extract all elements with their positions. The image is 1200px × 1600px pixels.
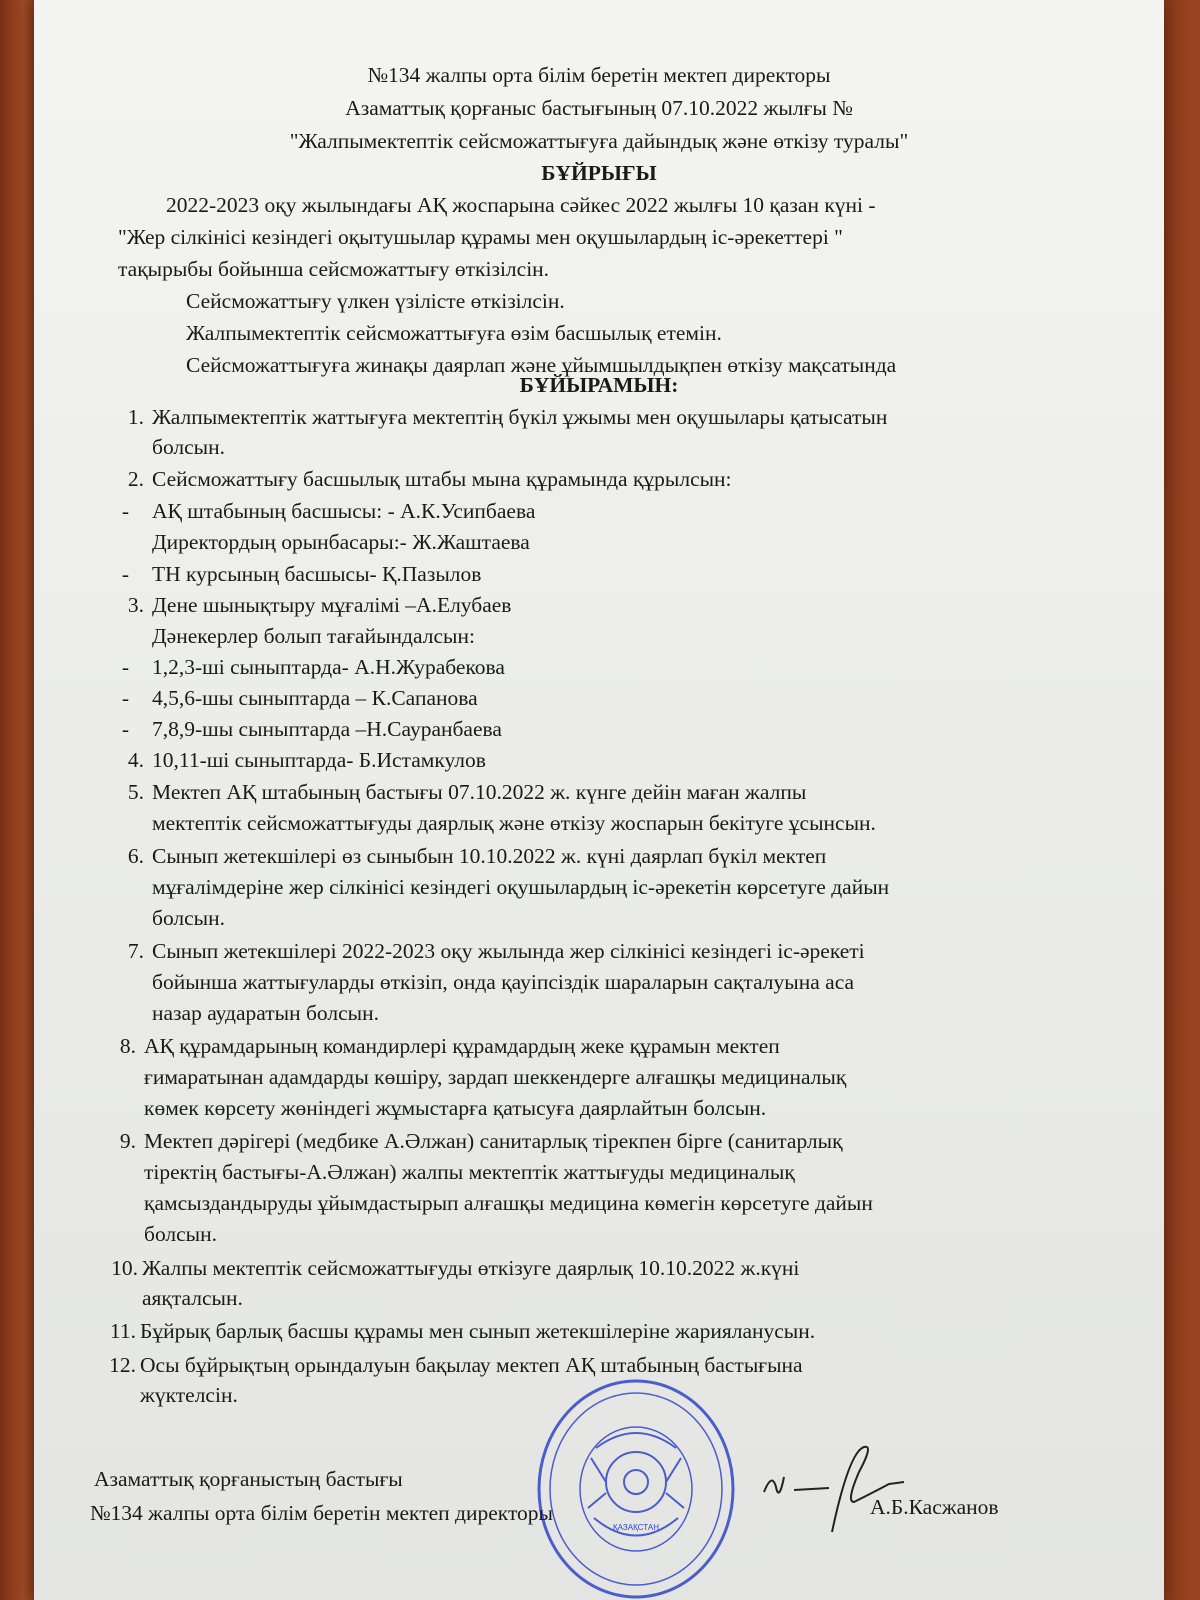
list-item: Сынып жетекшілері 2022-2023 оқу жылында жер сілкінісі кезіндегі іс-әрекеті xyxy=(152,939,865,963)
list-dash: - xyxy=(121,499,129,523)
preamble-line-4: Сейсможаттығу үлкен үзілісте өткізілсін. xyxy=(186,289,565,313)
item-number: 8. xyxy=(119,1034,136,1058)
list-item: Дәнекерлер болып тағайындалсын: xyxy=(152,624,475,648)
item-number: 10. xyxy=(111,1256,138,1280)
list-dash: - xyxy=(121,655,129,679)
list-dash: - xyxy=(121,717,129,741)
list-item: 7,8,9-шы сыныптарда –Н.Сауранбаева xyxy=(152,717,502,741)
list-item: Сынып жетекшілері өз сыныбын 10.10.2022 ж. күні даярлап бүкіл мектеп xyxy=(152,844,827,868)
preamble-line-1: 2022-2023 оқу жылындағы АҚ жоспарына сәйкес 2022 жылғы 10 қазан күні - xyxy=(166,193,876,217)
list-item: тіректің бастығы-А.Әлжан) жалпы мектептік жаттығуды медициналық xyxy=(144,1160,795,1184)
list-dash: - xyxy=(121,686,129,710)
list-item: аяқталсын. xyxy=(142,1286,243,1310)
item-number: 1. xyxy=(127,405,144,429)
item-number: 9. xyxy=(119,1129,136,1153)
list-item: болсын. xyxy=(152,435,226,459)
list-item: қамсыздандыруды ұйымдастырып алғашқы медицина көмегін көрсетуге дайын xyxy=(144,1191,873,1215)
preamble-line-2: "Жер сілкінісі кезіндегі оқытушылар құрамы мен оқушылардың іс-әрекеттері " xyxy=(118,225,843,249)
stamp-center-text: ҚАЗАҚСТАН xyxy=(613,1523,659,1532)
list-item: Жалпы мектептік сейсможаттығуды өткізуге даярлық 10.10.2022 ж.күні xyxy=(142,1256,800,1280)
item-number: 5. xyxy=(127,780,144,804)
list-item: жүктелсін. xyxy=(140,1383,238,1407)
preamble-line-3: тақырыбы бойынша сейсможаттығу өткізілсін. xyxy=(118,257,550,281)
list-item: назар аударатын болсын. xyxy=(152,1001,379,1025)
preamble-line-5: Жалпымектептік сейсможаттығуға өзім басшылық етемін. xyxy=(186,321,722,345)
list-item: 10,11-ші сыныптарда- Б.Истамкулов xyxy=(152,748,486,772)
list-item: Осы бұйрықтың орындалуын бақылау мектеп АҚ штабының бастығына xyxy=(140,1353,803,1377)
list-item: ғимаратынан адамдарды көшіру, зардап шеккендерге алғашқы медициналық xyxy=(144,1065,847,1089)
document-page xyxy=(34,0,1164,1600)
signature-title-1: Азаматтық қорғаныстың бастығы xyxy=(94,1467,403,1491)
list-item: мұғалімдеріне жер сілкінісі кезіндегі оқушылардың іс-әрекетін көрсетуге дайын xyxy=(152,875,890,899)
list-item: Жалпымектептік жаттығуға мектептің бүкіл ұжымы мен оқушылары қатысатын xyxy=(152,405,888,429)
header-line-3: "Жалпымектептік сейсможаттығуға дайындық және өткізу туралы" xyxy=(289,129,909,153)
preamble-line-6: Сейсможаттығуға жинақы даярлап және ұйымшылдықпен өткізу мақсатында xyxy=(186,353,897,377)
signature-scribble-icon xyxy=(754,1432,914,1542)
item-number: 7. xyxy=(127,939,144,963)
item-number: 11. xyxy=(109,1319,136,1343)
list-item: Дене шынықтыру мұғалімі –А.Елубаев xyxy=(152,593,512,617)
list-item: Сейсможаттығу басшылық штабы мына құрамында құрылсын: xyxy=(152,467,732,491)
list-item: ТН курсының басшысы- Қ.Пазылов xyxy=(152,562,482,586)
list-item: 4,5,6-шы сыныптарда – К.Сапанова xyxy=(152,686,478,710)
item-number: 12. xyxy=(109,1353,136,1377)
list-item: АҚ штабының басшысы: - А.К.Усипбаева xyxy=(152,499,536,523)
list-item: 1,2,3-ші сыныптарда- А.Н.Журабекова xyxy=(152,655,505,679)
list-item: бойынша жаттығуларды өткізіп, онда қауіпсіздік шараларын сақталуына аса xyxy=(152,970,855,994)
header-line-1: №134 жалпы орта білім беретін мектеп директоры xyxy=(367,63,831,87)
item-number: 2. xyxy=(127,467,144,491)
list-dash: - xyxy=(121,562,129,586)
list-item: Мектеп АҚ штабының бастығы 07.10.2022 ж. күнге дейін маған жалпы xyxy=(152,780,807,804)
list-item: Директордың орынбасары:- Ж.Жаштаева xyxy=(152,530,530,554)
command-title: БҰЙЫРАМЫН: xyxy=(519,373,679,397)
official-stamp-icon xyxy=(536,1378,736,1600)
list-item: көмек көрсету жөніндегі жұмыстарға қатысуға даярлайтын болсын. xyxy=(144,1096,767,1120)
order-title: БҰЙРЫҒЫ xyxy=(541,161,657,185)
item-number: 6. xyxy=(127,844,144,868)
header-line-2: Азаматтық қорғаныс бастығының 07.10.2022 жылғы № xyxy=(345,96,853,120)
item-number: 3. xyxy=(127,593,144,617)
list-item: АҚ құрамдарының командирлері құрамдардың жеке құрамын мектеп xyxy=(144,1034,780,1058)
signatory-name: А.Б.Касжанов xyxy=(870,1495,999,1519)
signature-title-2: №134 жалпы орта білім беретін мектеп директоры xyxy=(90,1501,553,1525)
list-item: Мектеп дәрігері (медбике А.Әлжан) санитарлық тірекпен бірге (санитарлық xyxy=(144,1129,843,1153)
list-item: Бұйрық барлық басшы құрамы мен сынып жетекшілеріне жарияланусын. xyxy=(140,1319,816,1343)
list-item: болсын. xyxy=(152,906,226,930)
list-item: болсын. xyxy=(144,1222,218,1246)
item-number: 4. xyxy=(127,748,144,772)
list-item: мектептік сейсможаттығуды даярлық және өткізу жоспарын бекітуге ұсынсын. xyxy=(152,811,876,835)
